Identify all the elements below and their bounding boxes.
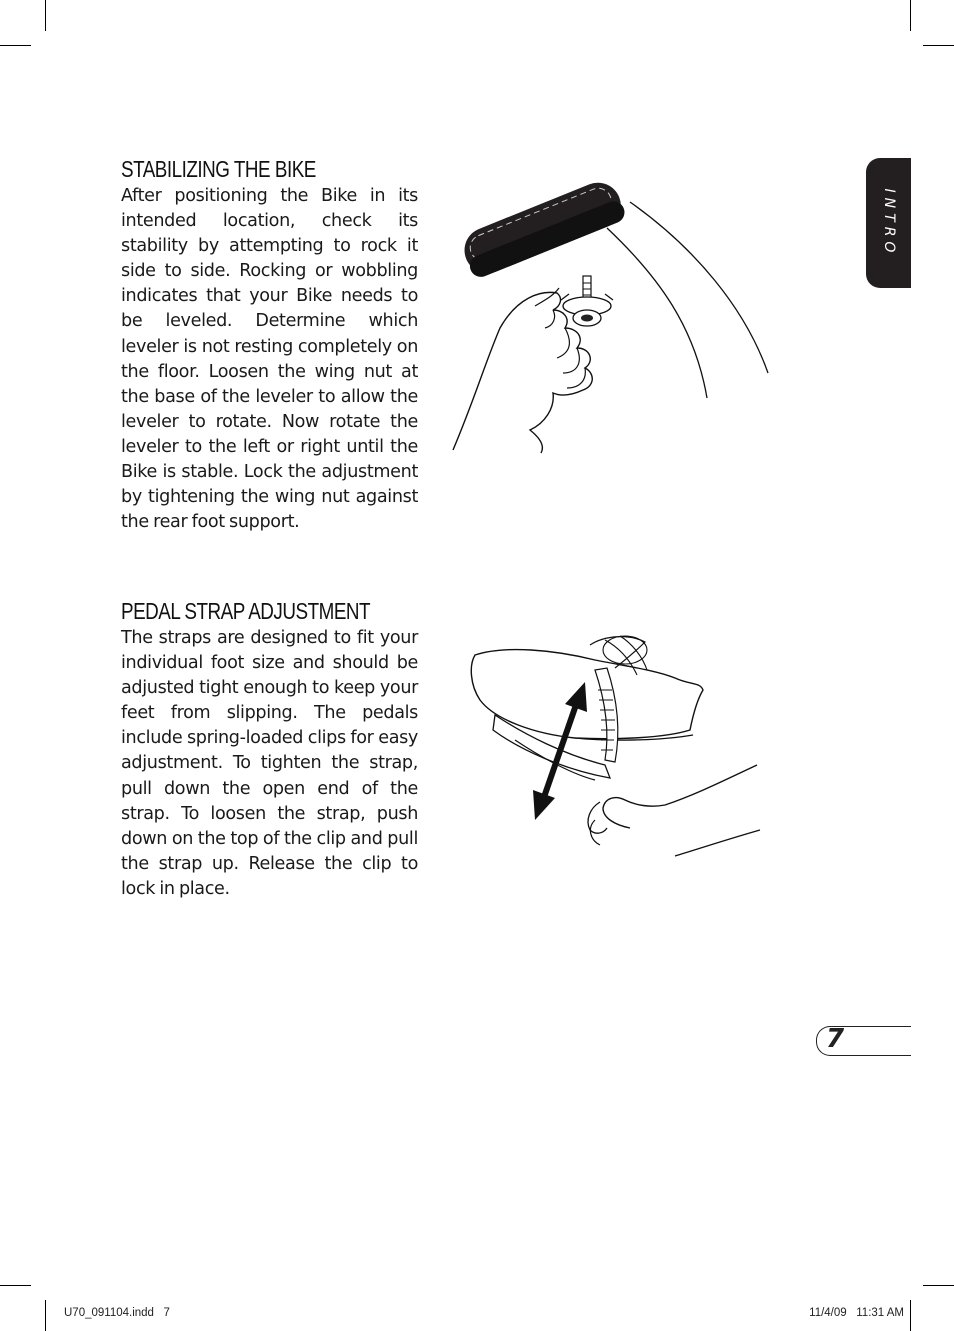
crop-mark-bottom-left-v	[45, 1300, 46, 1331]
footer-date-time: 11/4/09 11:31 AM	[809, 1307, 904, 1319]
crop-mark-top-right-h	[923, 45, 954, 46]
crop-mark-top-right-v	[910, 0, 911, 31]
crop-mark-bottom-left-h	[0, 1285, 31, 1286]
crop-mark-top-left-h	[0, 45, 31, 46]
section-tab	[866, 158, 911, 288]
crop-mark-top-left-v	[45, 0, 46, 31]
crop-mark-bottom-right-v	[910, 1300, 911, 1331]
footer-file-name: U70_091104.indd 7	[64, 1307, 170, 1319]
section-body-stabilizing: After positioning the Bike in its intended location, check its stability by attempting to rock it side to side. Rocking or wobbling indicates that your Bike needs to be leveled. Determine which leveler is not resting completely on the floor. Loosen the wing nut at the base of the leveler to allow the leveler to rotate. Now rotate the leveler to the left or right until the Bike is stable. Lock the adjustment by tightening the wing nut against the rear foot support.	[121, 186, 418, 533]
section-body-pedal-strap: The straps are designed to fit your individual foot size and should be adjusted tight enough to keep your feet from slipping. The pedals include spring-loaded clips for easy adjustment. To tighten the strap, pull down the open end of the strap. To loosen the strap, push down on the top of the clip and pull the strap up. Release the clip to lock in place.	[121, 628, 418, 899]
crop-mark-bottom-right-h	[923, 1285, 954, 1286]
section-tab-label: INTRO	[880, 188, 897, 258]
section-heading-pedal-strap: PEDAL STRAP ADJUSTMENT	[121, 598, 371, 624]
pedal-strap-illustration	[465, 630, 765, 865]
section-heading-stabilizing: STABILIZING THE BIKE	[121, 156, 316, 182]
hand-adjusting-leveler-illustration	[445, 168, 785, 458]
page-number: 7	[826, 1024, 845, 1054]
